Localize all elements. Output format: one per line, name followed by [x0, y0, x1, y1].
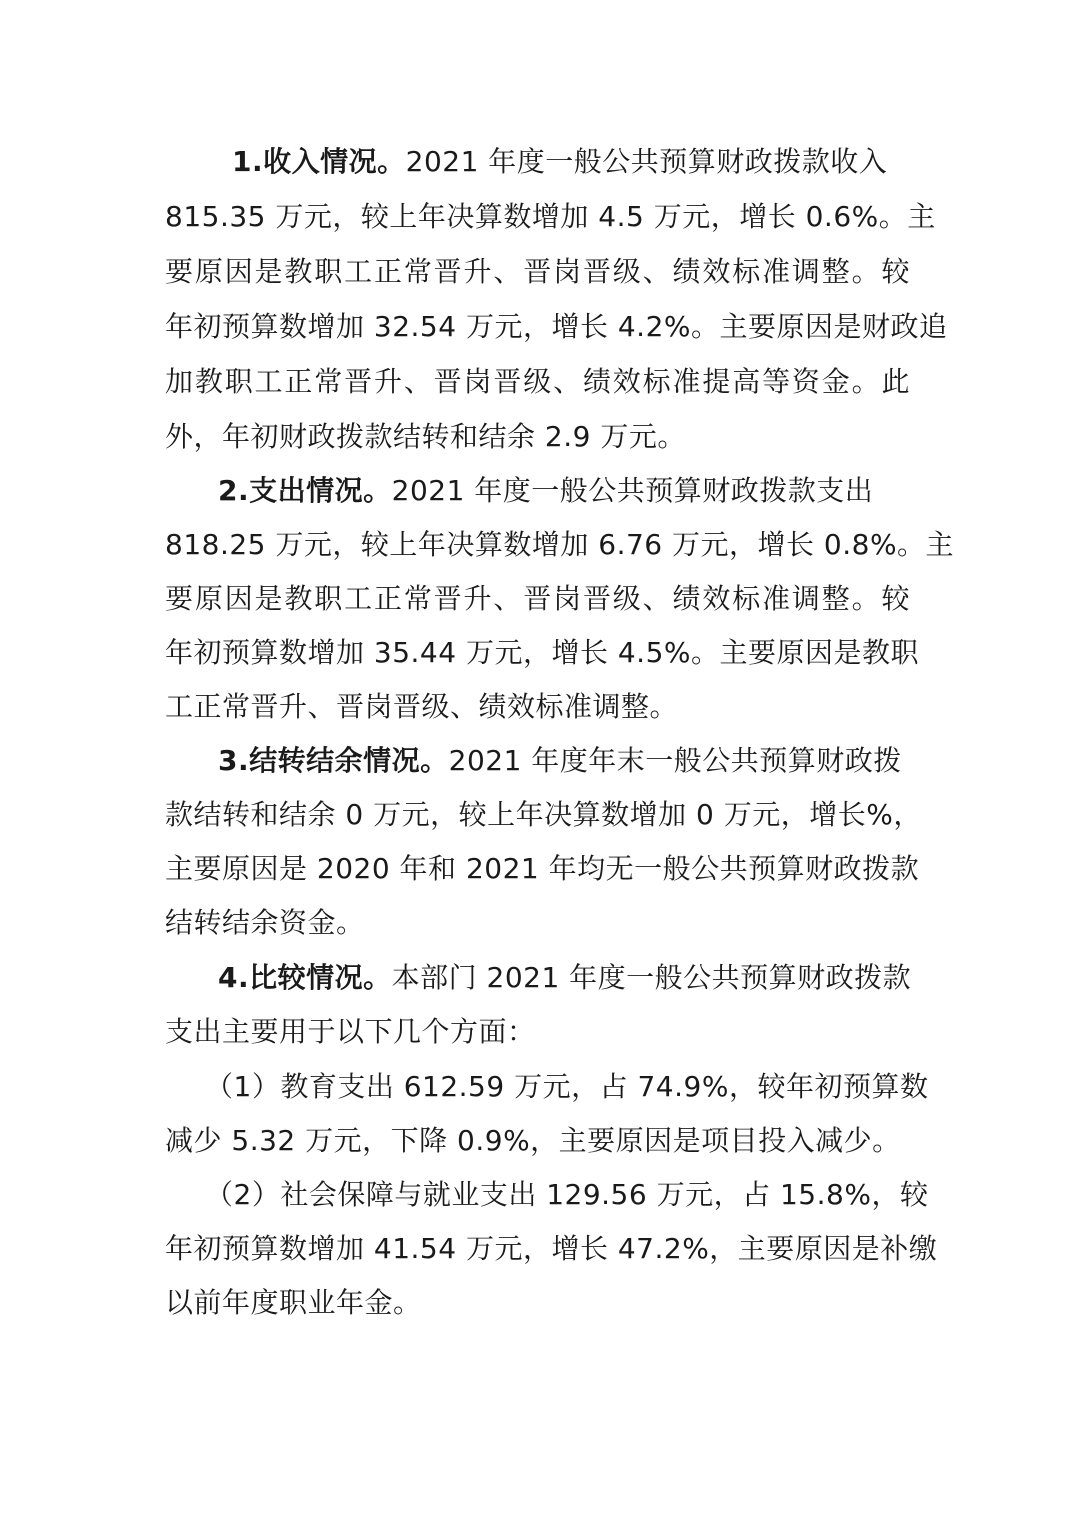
section-4-heading: 4.比较情况。 [218, 961, 392, 994]
section-1-line-5: 加教职工正常晋升、晋岗晋级、绩效标准提高等资金。此 [165, 365, 910, 398]
item-1-line-1: （1）教育支出 612.59 万元，占 74.9%，较年初预算数 [205, 1070, 929, 1103]
section-2-line-1: 2021 年度一般公共预算财政拨款支出 [391, 474, 874, 507]
section-1-line-3: 要原因是教职工正常晋升、晋岗晋级、绩效标准调整。较 [165, 255, 910, 288]
section-4-line-2: 支出主要用于以下几个方面： [165, 1015, 536, 1048]
item-2-line-3: 以前年度职业年金。 [165, 1286, 422, 1319]
item-1-line-2: 减少 5.32 万元，下降 0.9%，主要原因是项目投入减少。 [165, 1124, 901, 1157]
section-1-line-4: 年初预算数增加 32.54 万元，增长 4.2%。主要原因是财政追 [165, 310, 948, 343]
section-1-line-2: 815.35 万元，较上年决算数增加 4.5 万元，增长 0.6%。主 [165, 200, 936, 233]
section-4-line-1: 本部门 2021 年度一般公共预算财政拨款 [391, 961, 912, 994]
section-1-line-6: 外，年初财政拨款结转和结余 2.9 万元。 [165, 420, 686, 453]
section-2-line-3: 要原因是教职工正常晋升、晋岗晋级、绩效标准调整。较 [165, 582, 910, 615]
section-3-heading: 3.结转结余情况。 [218, 744, 449, 777]
item-2-line-2: 年初预算数增加 41.54 万元，增长 47.2%，主要原因是补缴 [165, 1232, 938, 1265]
section-1-first-line [232, 142, 887, 182]
section-2-line-4: 年初预算数增加 35.44 万元，增长 4.5%。主要原因是教职 [165, 636, 919, 669]
section-3-first-line [218, 741, 902, 781]
section-3-line-3: 主要原因是 2020 年和 2021 年均无一般公共预算财政拨款 [165, 852, 920, 885]
section-2-line-2: 818.25 万元，较上年决算数增加 6.76 万元，增长 0.8%。主 [165, 528, 955, 561]
section-2-heading: 2.支出情况。 [218, 474, 392, 507]
section-3-line-2: 款结转和结余 0 万元，较上年决算数增加 0 万元，增长%， [165, 798, 922, 831]
section-3-line-1: 2021 年度年末一般公共预算财政拨 [448, 744, 902, 777]
section-2-line-5: 工正常晋升、晋岗晋级、绩效标准调整。 [165, 690, 679, 723]
section-1-line-1: 2021 年度一般公共预算财政拨款收入 [405, 145, 888, 178]
section-3-line-4: 结转结余资金。 [165, 906, 365, 939]
item-2-line-1: （2）社会保障与就业支出 129.56 万元，占 15.8%，较 [205, 1178, 929, 1211]
section-1-heading: 1.收入情况。 [232, 145, 406, 178]
section-2-first-line [218, 471, 873, 511]
section-4-first-line [218, 958, 911, 998]
